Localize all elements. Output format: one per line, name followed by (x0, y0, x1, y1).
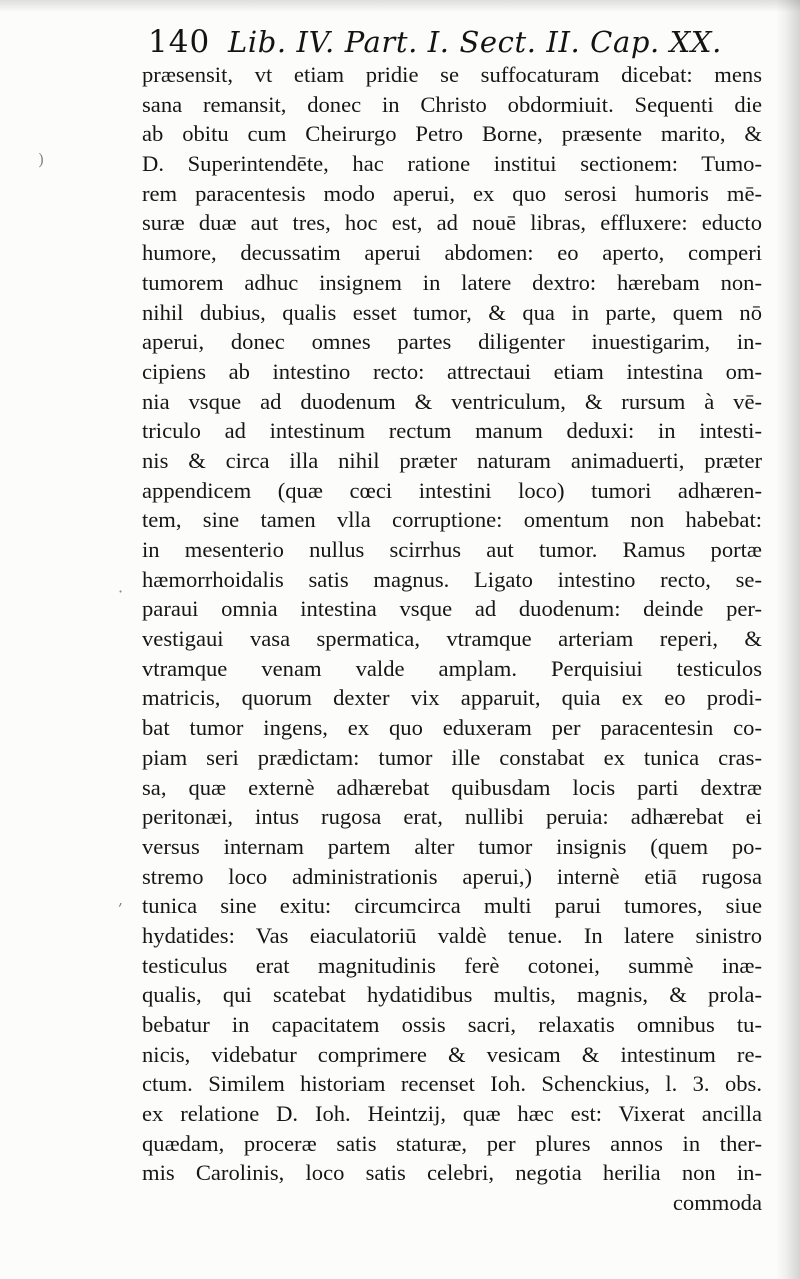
text-line: vestigaui vasa spermatica, vtramque arteriam reperi, & (142, 626, 762, 652)
text-line: qualis, qui scatebat hydatidibus multis, magnis, & prola- (142, 982, 762, 1008)
text-line: bat tumor ingens, ex quo eduxeram per paracentesin co- (142, 715, 762, 741)
margin-mark: ) (38, 150, 45, 169)
text-line: præsensit, vt etiam pridie se suffocaturam dicebat: mens (142, 62, 762, 87)
text-line: hæmorrhoidalis satis magnus. Ligato intestino recto, se- (142, 566, 762, 592)
text-line: ctum. Similem historiam recenset Ioh. Schenckius, l. 3. obs. (142, 1071, 762, 1097)
text-line: matricis, quorum dexter vix apparuit, quia ex eo prodi- (142, 685, 762, 711)
text-line: rem paracentesis modo aperui, ex quo serosi humoris mē- (142, 180, 762, 206)
margin-mark: · (118, 582, 124, 601)
margin-mark: , (118, 890, 124, 909)
text-line: nihil dubius, qualis esset tumor, & qua in parte, quem nō (142, 299, 762, 325)
text-line: sa, quæ externè adhærebat quibusdam locis parti dextræ (142, 774, 762, 800)
text-line: sana remansit, donec in Christo obdormiuit. Sequenti die (142, 91, 762, 117)
text-line: ab obitu cum Cheirurgo Petro Borne, præsente marito, & (142, 121, 762, 147)
text-line: in mesenterio nullus scirrhus aut tumor. Ramus portæ (142, 537, 762, 562)
text-line: cipiens ab intestino recto: attrectaui etiam intestina om- (142, 358, 762, 384)
text-line: mis Carolinis, loco satis celebri, negotia herilia non in- (142, 1160, 762, 1186)
text-line: nia vsque ad duodenum & ventriculum, & rursum à vē- (142, 388, 762, 414)
text-line: humore, decussatim aperui abdomen: eo aperto, comperi (142, 240, 762, 266)
text-line: piam seri prædictam: tumor ille constabat ex tunica cras- (142, 744, 762, 770)
text-line: tumorem adhuc insignem in latere dextro: hærebam non- (142, 269, 762, 295)
text-line: bebatur in capacitatem ossis sacri, relaxatis omnibus tu- (142, 1012, 762, 1037)
page-gutter-shadow (776, 0, 800, 1279)
text-line: stremo loco administrationis aperui,) internè etiā rugosa (142, 863, 762, 889)
text-line: aperui, donec omnes partes diligenter inuestigarim, in- (142, 329, 762, 355)
text-line: tem, sine tamen vlla corruptione: omentum non habebat: (142, 507, 762, 533)
text-line: nicis, videbatur comprimere & vesicam & intestinum re- (142, 1041, 762, 1067)
text-line: D. Superintendēte, hac ratione institui sectionem: Tumo- (142, 151, 762, 177)
text-line: testiculus erat magnitudinis ferè cotonei, summè inæ- (142, 952, 762, 978)
text-line: tunica sine exitu: circumcirca multi parui tumores, siue (142, 893, 762, 919)
text-line: hydatides: Vas eiaculatoriū valdè tenue. In latere sinistro (142, 922, 762, 948)
body-text (142, 60, 762, 1218)
running-title: Lib. IV. Part. I. Sect. II. Cap. XX. (228, 25, 722, 59)
text-line: versus internam partem alter tumor insignis (quem po- (142, 833, 762, 859)
page-top-shadow (0, 0, 800, 12)
text-line: nis & circa illa nihil præter naturam animaduerti, præter (142, 447, 762, 473)
catchword: commoda (672, 1190, 762, 1216)
text-line: appendicem (quæ cœci intestini loco) tumori adhæren- (142, 477, 762, 503)
text-line: triculo ad intestinum rectum manum deduxi: in intesti- (142, 418, 762, 444)
text-line: ex relatione D. Ioh. Heintzij, quæ hæc est: Vixerat ancilla (142, 1101, 762, 1127)
text-line: paraui omnia intestina vsque ad duodenum: deinde per- (142, 596, 762, 622)
text-line: vtramque venam valde amplam. Perquisiui testiculos (142, 655, 762, 681)
page-number: 140 (148, 24, 211, 60)
running-head (148, 20, 758, 64)
text-line: suræ duæ aut tres, hoc est, ad nouē libras, effluxere: educto (142, 210, 762, 236)
text-line: peritonæi, intus rugosa erat, nullibi peruia: adhærebat ei (142, 804, 762, 830)
text-line: quædam, proceræ satis staturæ, per plures annos in ther- (142, 1130, 762, 1156)
